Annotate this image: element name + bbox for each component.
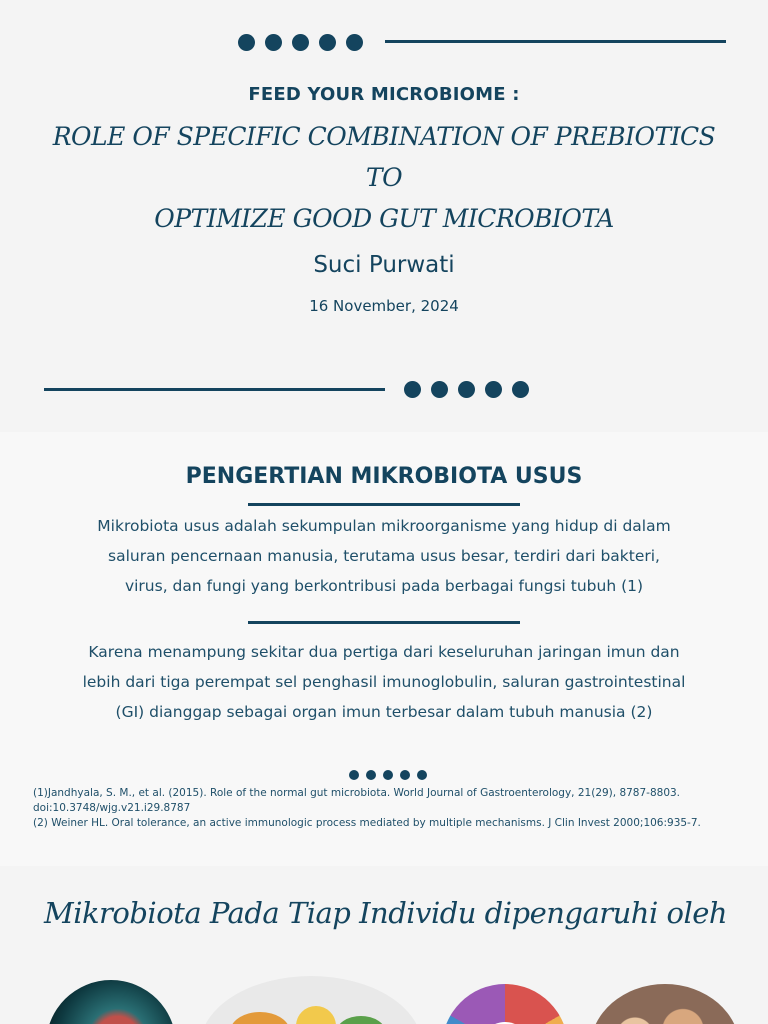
paragraph-divider [248, 621, 520, 624]
references [33, 786, 753, 831]
factors-slide [0, 866, 768, 1024]
paragraph-line: virus, dan fungi yang berkontribusi pada berbagai fungsi tubuh (1) [124, 577, 644, 595]
food-plate-image [200, 976, 422, 1024]
dot [292, 34, 309, 51]
dot [349, 770, 359, 780]
reference-line: (2) Weiner HL. Oral tolerance, an active immunologic process mediated by multiple mechanisms. J Clin Invest 2000;106:935-7. [33, 817, 701, 829]
dot [485, 381, 502, 398]
food-item [230, 1012, 290, 1024]
kicker-title: FEED YOUR MICROBIOME : [248, 84, 520, 105]
dot [431, 381, 448, 398]
section-heading: PENGERTIAN MIKROBIOTA USUS [185, 464, 583, 489]
top-dot-row [238, 34, 363, 51]
bottom-rule [44, 388, 385, 391]
paragraph-line: (GI) dianggap sebagai organ imun terbesar dalam tubuh manusia (2) [115, 703, 653, 721]
definition-slide [0, 432, 768, 866]
paragraph-line: Karena menampung sekitar dua pertiga dari keseluruhan jaringan imun dan [88, 643, 680, 661]
food-item [296, 1006, 336, 1024]
heading-underline [248, 503, 520, 506]
definition-paragraph [60, 511, 708, 601]
bottom-dot-row [404, 381, 529, 398]
dot [346, 34, 363, 51]
author-name: Suci Purwati [313, 252, 455, 278]
family-photo-image [590, 984, 740, 1024]
dot [366, 770, 376, 780]
dot [512, 381, 529, 398]
paragraph-line: Mikrobiota usus adalah sekumpulan mikroorganisme yang hidup di dalam [97, 517, 671, 535]
dot [265, 34, 282, 51]
main-title [40, 116, 728, 239]
immune-paragraph [44, 637, 724, 727]
title-slide [0, 0, 768, 432]
dot [319, 34, 336, 51]
section-heading: Mikrobiota Pada Tiap Individu dipengaruhi oleh [44, 896, 728, 930]
paragraph-line: saluran pencernaan manusia, terutama usus besar, terdiri dari bakteri, [108, 547, 660, 565]
food-item [336, 1016, 386, 1024]
main-title-line-1: ROLE OF SPECIFIC COMBINATION OF PREBIOTICS TO [52, 122, 716, 192]
fetus-image [46, 980, 176, 1024]
reference-line: doi:10.3748/wjg.v21.i29.8787 [33, 802, 191, 814]
lifestyle-wheel-image [442, 984, 568, 1024]
paragraph-line: lebih dari tiga perempat sel penghasil imunoglobulin, saluran gastrointestinal [82, 673, 686, 691]
reference-line: (1)Jandhyala, S. M., et al. (2015). Role of the normal gut microbiota. World Journal of Gastroenterology, 21(29), 8787-8803. [33, 787, 681, 799]
small-dot-row [349, 770, 427, 780]
main-title-line-2: OPTIMIZE GOOD GUT MICROBIOTA [154, 204, 614, 233]
top-rule [385, 40, 726, 43]
dot [400, 770, 410, 780]
dot [404, 381, 421, 398]
dot [383, 770, 393, 780]
dot [238, 34, 255, 51]
dot [458, 381, 475, 398]
dot [417, 770, 427, 780]
presentation-date: 16 November, 2024 [309, 297, 459, 315]
